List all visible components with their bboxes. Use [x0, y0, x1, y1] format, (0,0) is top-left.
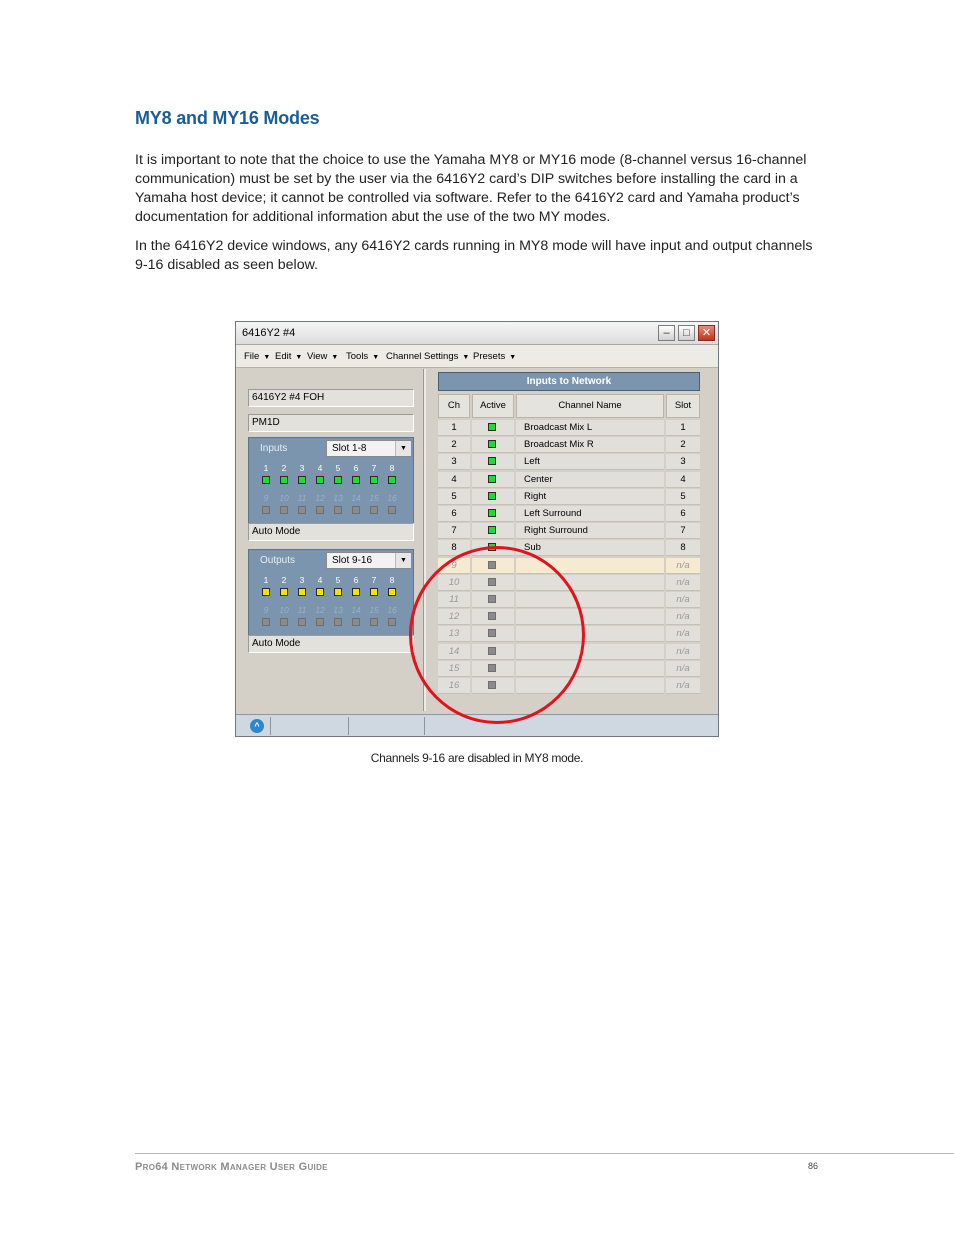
- channel-disabled-led: [280, 618, 288, 626]
- channel-active-led: [334, 476, 342, 484]
- channel-number: 5: [335, 463, 341, 473]
- channel-number-disabled: 14: [351, 605, 361, 615]
- channel-number-disabled: 13: [333, 605, 343, 615]
- row-channel: 11: [438, 592, 470, 608]
- row-slot: 5: [666, 489, 700, 505]
- row-active: [472, 523, 514, 539]
- outputs-slot-select[interactable]: Slot 9-16 ▼: [326, 552, 412, 569]
- chevron-down-icon: ▼: [509, 354, 517, 361]
- outputs-mode-field[interactable]: Auto Mode: [248, 635, 414, 653]
- table-row[interactable]: [438, 506, 702, 523]
- outputs-label: Outputs: [260, 555, 296, 566]
- row-slot: 8: [666, 540, 700, 556]
- channel-disabled-led: [352, 506, 360, 514]
- chevron-down-icon: ▼: [295, 354, 303, 361]
- device-name-field[interactable]: 6416Y2 #4 FOH: [248, 389, 414, 407]
- row-slot: n/a: [666, 592, 700, 608]
- channel-active-led: [298, 588, 306, 596]
- row-channel: 7: [438, 523, 470, 539]
- channel-number: 4: [317, 575, 323, 585]
- channel-active-led: [352, 588, 360, 596]
- chevron-down-icon: ▼: [462, 354, 470, 361]
- channel-number-disabled: 12: [315, 605, 325, 615]
- menu-tools[interactable]: Tools ▼: [346, 351, 380, 362]
- paragraph-mode-setting: It is important to note that the choice to use the Yamaha MY8 or MY16 mode (8-channel versus 16-channel communication) must be set by the user via the 6416Y2 card’s DIP switches before installing the card in a Yamaha host device; it cannot be controlled via software. Refer to the 6416Y2 card and Yamaha product’s documentation for additional information abut the use of the two MY modes.: [135, 152, 807, 225]
- menu-file[interactable]: File ▼: [244, 351, 271, 362]
- footer-title: Pro64 Network Manager User Guide: [135, 1161, 328, 1173]
- row-slot: n/a: [666, 644, 700, 660]
- table-row[interactable]: [438, 472, 702, 489]
- table-row[interactable]: [438, 489, 702, 506]
- page-number: 86: [808, 1161, 819, 1171]
- active-indicator-icon[interactable]: [488, 492, 496, 500]
- status-separator: [424, 717, 425, 735]
- menu-edit[interactable]: Edit ▼: [275, 351, 303, 362]
- channel-number-disabled: 10: [279, 493, 289, 503]
- row-slot: n/a: [666, 575, 700, 591]
- channel-active-led: [388, 476, 396, 484]
- channel-number: 8: [389, 463, 395, 473]
- channel-disabled-led: [388, 506, 396, 514]
- row-channel-name[interactable]: Broadcast Mix L: [516, 420, 664, 436]
- row-slot: 7: [666, 523, 700, 539]
- row-active: [472, 506, 514, 522]
- active-indicator-icon[interactable]: [488, 509, 496, 517]
- row-channel: 8: [438, 540, 470, 556]
- row-slot: 4: [666, 472, 700, 488]
- channel-number-disabled: 13: [333, 493, 343, 503]
- row-slot: n/a: [666, 661, 700, 677]
- row-slot: n/a: [666, 626, 700, 642]
- channel-disabled-led: [262, 506, 270, 514]
- row-slot: 6: [666, 506, 700, 522]
- table-row[interactable]: [438, 523, 702, 540]
- row-channel: 4: [438, 472, 470, 488]
- row-active: [472, 420, 514, 436]
- row-slot: n/a: [666, 609, 700, 625]
- paragraph-my8-disabled: In the 6416Y2 device windows, any 6416Y2 cards running in MY8 mode will have input and output channels 9-16 disabled as seen below.: [135, 238, 813, 273]
- channel-disabled-led: [370, 506, 378, 514]
- channel-active-led: [262, 476, 270, 484]
- table-row[interactable]: [438, 437, 702, 454]
- row-active: [472, 489, 514, 505]
- channel-disabled-led: [316, 506, 324, 514]
- chevron-down-icon: ▼: [331, 354, 339, 361]
- window-titlebar: [236, 322, 718, 345]
- status-separator: [348, 717, 349, 735]
- footer-rule: [135, 1153, 954, 1154]
- active-indicator-icon[interactable]: [488, 526, 496, 534]
- inputs-group: [248, 437, 414, 531]
- row-channel-name[interactable]: Center: [516, 472, 664, 488]
- channel-disabled-led: [334, 618, 342, 626]
- channel-active-led: [352, 476, 360, 484]
- channel-number-disabled: 15: [369, 493, 379, 503]
- channel-disabled-led: [370, 618, 378, 626]
- channel-number: 1: [263, 575, 269, 585]
- row-channel: 10: [438, 575, 470, 591]
- channel-active-led: [334, 588, 342, 596]
- menu-view[interactable]: View ▼: [307, 351, 339, 362]
- channel-number: 3: [299, 575, 305, 585]
- outputs-group: [248, 549, 414, 643]
- device-settings-pane: [240, 369, 420, 711]
- channel-number: 3: [299, 463, 305, 473]
- row-channel-name[interactable]: Broadcast Mix R: [516, 437, 664, 453]
- channel-active-led: [316, 476, 324, 484]
- channel-number: 7: [371, 463, 377, 473]
- row-slot: n/a: [666, 558, 700, 574]
- channel-number-disabled: 11: [297, 493, 307, 503]
- row-channel: 16: [438, 678, 470, 694]
- chevron-down-icon: ▼: [395, 553, 411, 568]
- row-channel-name[interactable]: Left: [516, 454, 664, 470]
- row-channel-name[interactable]: Sub: [516, 540, 664, 556]
- channel-number: 7: [371, 575, 377, 585]
- chevron-down-icon: ▼: [395, 441, 411, 456]
- channel-number-disabled: 15: [369, 605, 379, 615]
- channel-active-led: [280, 588, 288, 596]
- row-channel: 3: [438, 454, 470, 470]
- row-channel: 2: [438, 437, 470, 453]
- channel-disabled-led: [334, 506, 342, 514]
- row-active: [472, 437, 514, 453]
- row-active: [472, 472, 514, 488]
- row-slot: 1: [666, 420, 700, 436]
- table-row[interactable]: [438, 454, 702, 471]
- row-channel: 13: [438, 626, 470, 642]
- channel-number: 6: [353, 575, 359, 585]
- channel-disabled-led: [298, 618, 306, 626]
- channel-active-led: [370, 588, 378, 596]
- channel-number-disabled: 16: [387, 605, 397, 615]
- minimize-button[interactable]: –: [658, 325, 675, 341]
- channel-number: 1: [263, 463, 269, 473]
- menu-presets[interactable]: Presets ▼: [473, 351, 517, 362]
- channel-number-disabled: 10: [279, 605, 289, 615]
- channel-active-led: [370, 476, 378, 484]
- upload-icon[interactable]: ^: [250, 719, 264, 733]
- row-channel-name[interactable]: Right Surround: [516, 523, 664, 539]
- row-slot: 2: [666, 437, 700, 453]
- chevron-down-icon: ▼: [372, 354, 380, 361]
- column-header-channel-name[interactable]: Channel Name: [516, 394, 664, 418]
- row-channel-name[interactable]: Left Surround: [516, 506, 664, 522]
- channel-number-disabled: 16: [387, 493, 397, 503]
- maximize-button[interactable]: □: [678, 325, 695, 341]
- table-row[interactable]: [438, 420, 702, 437]
- window-title: 6416Y2 #4: [242, 327, 296, 339]
- row-active: [472, 454, 514, 470]
- row-slot: 3: [666, 454, 700, 470]
- channel-number: 4: [317, 463, 323, 473]
- section-heading: MY8 and MY16 Modes: [135, 108, 320, 128]
- channel-disabled-led: [280, 506, 288, 514]
- channel-active-led: [298, 476, 306, 484]
- row-channel: 15: [438, 661, 470, 677]
- channel-disabled-led: [298, 506, 306, 514]
- channel-number: 8: [389, 575, 395, 585]
- channel-number-disabled: 12: [315, 493, 325, 503]
- channel-disabled-led: [316, 618, 324, 626]
- active-indicator-icon[interactable]: [488, 475, 496, 483]
- channel-active-led: [280, 476, 288, 484]
- inputs-mode-field[interactable]: Auto Mode: [248, 523, 414, 541]
- channel-disabled-led: [262, 618, 270, 626]
- channel-active-led: [388, 588, 396, 596]
- channel-number: 2: [281, 575, 287, 585]
- active-indicator-icon[interactable]: [488, 440, 496, 448]
- inputs-slot-select[interactable]: Slot 1-8 ▼: [326, 440, 412, 457]
- status-separator: [270, 717, 271, 735]
- row-slot: n/a: [666, 678, 700, 694]
- chevron-down-icon: ▼: [263, 354, 271, 361]
- figure-caption: Channels 9-16 are disabled in MY8 mode.: [370, 751, 584, 765]
- channel-number-disabled: 9: [263, 493, 269, 503]
- channel-number: 2: [281, 463, 287, 473]
- channel-number: 6: [353, 463, 359, 473]
- row-channel: 5: [438, 489, 470, 505]
- row-channel: 6: [438, 506, 470, 522]
- channel-number-disabled: 9: [263, 605, 269, 615]
- channel-number-disabled: 14: [351, 493, 361, 503]
- row-channel: 12: [438, 609, 470, 625]
- channel-active-led: [316, 588, 324, 596]
- channel-disabled-led: [352, 618, 360, 626]
- host-device-field[interactable]: PM1D: [248, 414, 414, 432]
- column-header-ch[interactable]: Ch: [438, 394, 470, 418]
- close-button[interactable]: ✕: [698, 325, 715, 341]
- active-indicator-icon[interactable]: [488, 457, 496, 465]
- active-indicator-icon[interactable]: [488, 423, 496, 431]
- table-title: Inputs to Network: [438, 372, 700, 391]
- channel-number: 5: [335, 575, 341, 585]
- row-channel: 14: [438, 644, 470, 660]
- row-channel-name[interactable]: Right: [516, 489, 664, 505]
- row-channel: 9: [438, 558, 470, 574]
- column-header-active[interactable]: Active: [472, 394, 514, 418]
- inputs-label: Inputs: [260, 443, 288, 454]
- channel-disabled-led: [388, 618, 396, 626]
- menu-channel-settings[interactable]: Channel Settings ▼: [386, 351, 470, 362]
- row-channel: 1: [438, 420, 470, 436]
- column-header-slot[interactable]: Slot: [666, 394, 700, 418]
- menu-bar: [236, 345, 718, 368]
- channel-number-disabled: 11: [297, 605, 307, 615]
- highlight-circle-annotation: [409, 546, 585, 724]
- channel-active-led: [262, 588, 270, 596]
